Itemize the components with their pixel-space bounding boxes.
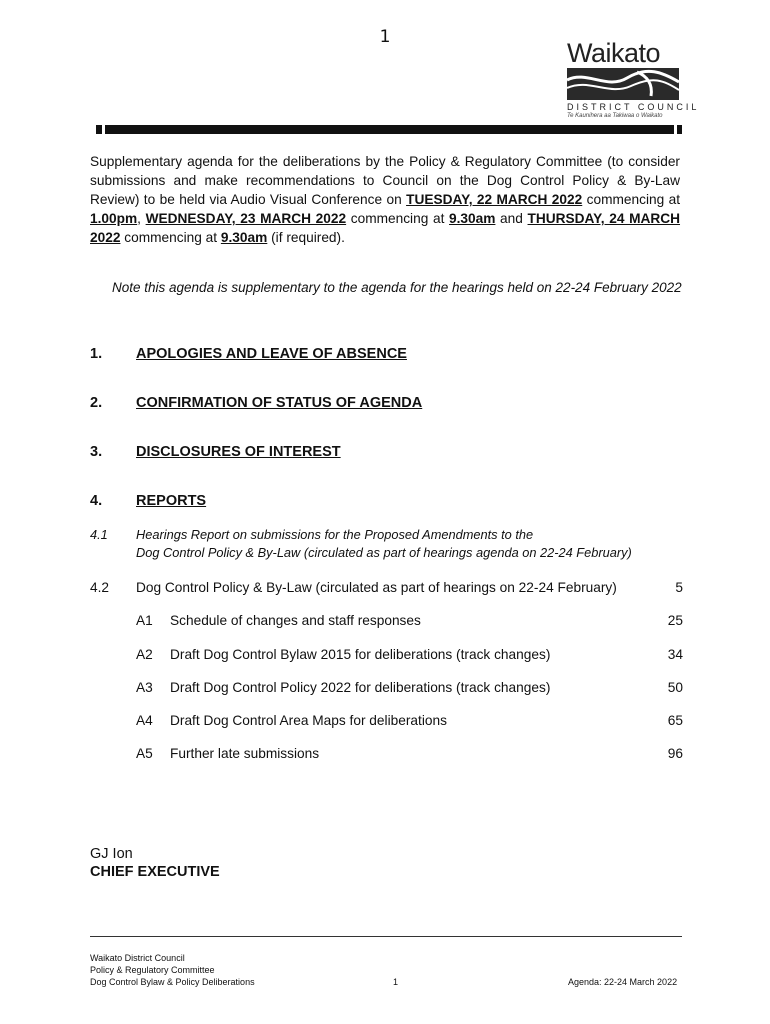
time-1: 1.00pm xyxy=(90,211,138,226)
page-ref: 50 xyxy=(667,680,683,695)
signatory-role: CHIEF EXECUTIVE xyxy=(90,864,220,880)
agenda-note: Note this agenda is supplementary to the agenda for the hearings held on 22-24 February 2022 xyxy=(112,280,682,295)
page-ref: 34 xyxy=(667,647,683,662)
footer-date: Agenda: 22-24 March 2022 xyxy=(568,977,678,987)
footer-doc-title: Dog Control Bylaw & Policy Deliberations xyxy=(90,977,255,987)
page-ref: 96 xyxy=(667,746,683,761)
page-ref: 25 xyxy=(667,613,683,628)
footer-page-number: 1 xyxy=(393,977,399,987)
council-logo xyxy=(565,38,700,120)
date-thursday: THURSDAY, 24 MARCH 2022 xyxy=(90,211,681,245)
agenda-intro: Supplementary agenda for the deliberations by the Policy & Regulatory Committee (to consider submissions and make recommendations to Council on the Dog Control Policy & By-Law Review) to be held via Audio Visual Conference on TUESDAY, 22 MARCH 2022 commencing at 1.00pm, WEDNESDAY, 23 MARCH 2022 commencing at 9.30am and THURSDAY, 24 MARCH 2022 commencing at 9.30am (if required). xyxy=(90,154,681,245)
time-3: 9.30am xyxy=(220,230,268,245)
header-rule xyxy=(96,125,682,134)
page-ref: 5 xyxy=(675,580,683,595)
footer-org: Waikato District Council xyxy=(90,953,185,963)
signatory-name: GJ Ion xyxy=(90,846,133,862)
logo-wordmark: Waikato xyxy=(567,38,661,68)
item-title: CONFIRMATION OF STATUS OF AGENDA xyxy=(136,395,423,411)
footer-committee: Policy & Regulatory Committee xyxy=(90,965,215,975)
date-tuesday: TUESDAY, 22 MARCH 2022 xyxy=(406,192,583,207)
logo-district-council: DISTRICT COUNCIL xyxy=(567,102,700,112)
time-2: 9.30am xyxy=(449,211,496,226)
page-number-top: 1 xyxy=(379,27,391,47)
date-wednesday: WEDNESDAY, 23 MARCH 2022 xyxy=(145,211,347,226)
item-title: DISCLOSURES OF INTEREST xyxy=(136,444,341,460)
item-title: REPORTS xyxy=(136,493,207,509)
footer-rule xyxy=(90,936,682,937)
item-title: APOLOGIES AND LEAVE OF ABSENCE xyxy=(136,346,407,362)
logo-maori-name: Te Kaunihera aa Takiwaa o Waikato xyxy=(567,113,663,119)
page-ref: 65 xyxy=(667,713,683,728)
